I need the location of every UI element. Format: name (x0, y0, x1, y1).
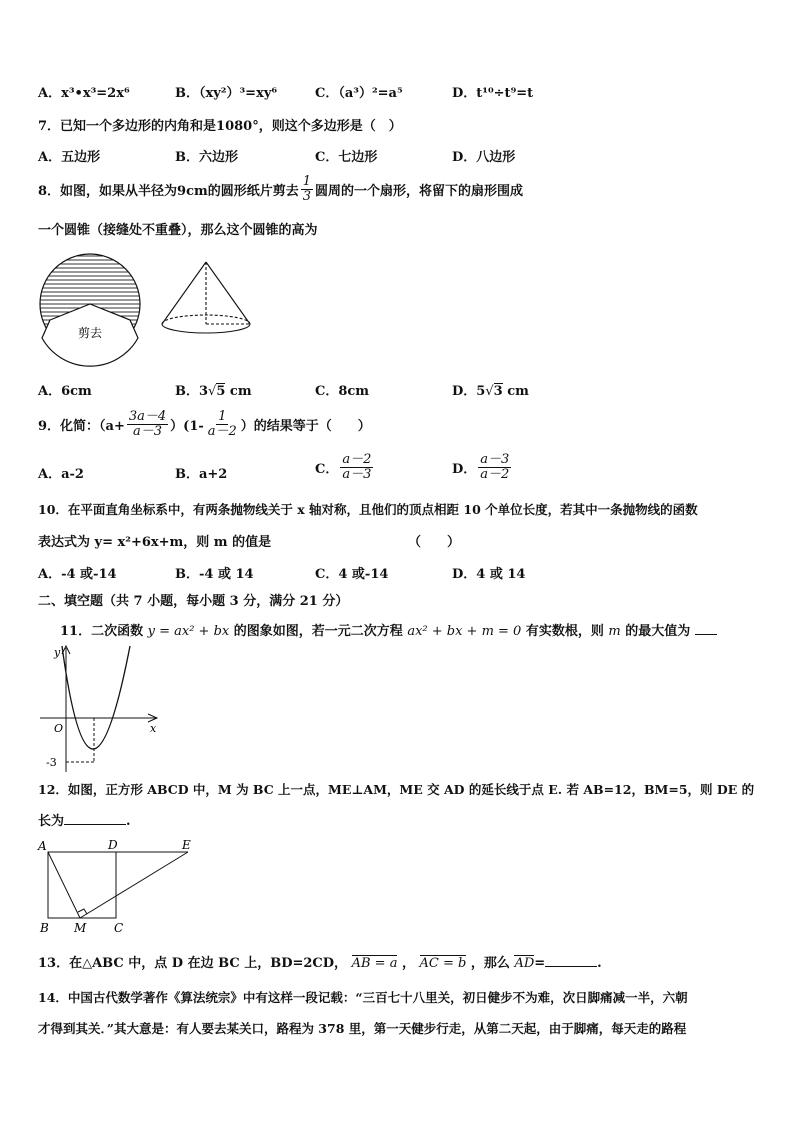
q11-eq3: m (608, 624, 621, 639)
q13-p2: ，那么 (470, 956, 510, 971)
q12-right-angle-mark (78, 909, 87, 914)
q11-stem (60, 620, 717, 639)
q13-stem: 13．在△ABC 中，点 D 在边 BC 上，BD=2CD， AB = a ， AC = b ，那么 AD= . (38, 956, 602, 971)
q14-line2: 才得到其关．”其大意是：有人要去某关口，路程为 378 里，第一天健步行走，从第二天起，由于脚痛，每天走的路程 (38, 1021, 687, 1036)
q10-option-d: D．4 或 14 (452, 567, 526, 582)
q10-option-b: B．-4 或 14 (175, 567, 254, 582)
q11-answer-blank (695, 634, 717, 635)
q9-c-num: a－2 (342, 452, 372, 467)
q9-option-c (315, 453, 375, 482)
q10-paren: （ ） (408, 535, 461, 550)
q12-segment-am (48, 852, 80, 918)
q8-b-unit: cm (229, 384, 252, 399)
q11-x-label: x (150, 722, 157, 735)
q14-line1: 14．中国古代数学著作《算法统宗》中有这样一段记载：“三百七十八里关，初日健步不为难，次日脚痛减一半，六朝 (38, 990, 688, 1005)
q7-stem: 7．已知一个多边形的内角和是1080°，则这个多边形是（ ） (38, 119, 402, 134)
q6-option-b: B．（xy²）³=xy⁶ (175, 86, 278, 101)
q7-option-c: C．七边形 (315, 150, 378, 165)
q8-stem-part2: 圆周的一个扇形，将留下的扇形围成 (315, 184, 524, 199)
q11-graph (38, 642, 168, 774)
q8-figure (38, 252, 268, 370)
q13-p3: = (534, 956, 546, 971)
q8-d-radicand: 3 (493, 384, 503, 399)
q11-p2: 的图象如图，若一元二次方程 (233, 624, 403, 639)
q13-end: . (597, 956, 602, 971)
q12-line1: 12．如图，正方形 ABCD 中，M 为 BC 上一点，ME⊥AM，ME 交 AD 的延长线于点 E. 若 AB=12，BM=5，则 DE 的 (38, 782, 755, 797)
q10-line2: 表达式为 y= x²+6x+m，则 m 的值是 (38, 535, 272, 550)
q8-option-a: A．6cm (38, 384, 92, 399)
q9-c-label: C． (315, 462, 339, 477)
q12-label-m: M (74, 921, 87, 935)
q11-parabola (62, 646, 130, 749)
q8-stem-part1: 8．如图，如果从半径为9cm的圆形纸片剪去 (38, 184, 299, 199)
q11-p3: 有实数根，则 (525, 624, 604, 639)
q12-label-b: B (40, 921, 49, 935)
q13-vector-ab: AB = a (351, 956, 398, 971)
q12-label-d: D (108, 838, 118, 852)
q9-fraction-1-den: a－3 (133, 424, 163, 439)
q9-d-den: a－2 (480, 467, 510, 482)
q9-label: 9．化简：（a+ (38, 419, 125, 434)
q11-eq1: y = ax² + bx (147, 624, 230, 639)
q8-fraction-den: 3 (302, 189, 312, 204)
q8-option-d: D．5√3 cm (452, 384, 529, 399)
q12-figure (36, 836, 206, 936)
q8-d-coef: D．5 (452, 384, 486, 399)
q6-option-c: C．（a³）²=a⁵ (315, 86, 403, 101)
q13-vector-ac: AC = b (419, 956, 467, 971)
q7-option-a: A．五边形 (38, 150, 101, 165)
q9-d-num: a－3 (480, 452, 510, 467)
q6-option-a: A．x³•x³=2x⁶ (38, 86, 130, 101)
q9-d-fraction (478, 453, 511, 482)
q8-b-coef: B．3 (175, 384, 209, 399)
q12-segment-me (80, 852, 188, 918)
q10-option-a: A．-4 或-14 (38, 567, 117, 582)
q9-mid: ）(1- (170, 419, 204, 434)
q9-c-fraction (340, 453, 373, 482)
q10-option-c: C．4 或-14 (315, 567, 389, 582)
q12-line2-text: 长为 (38, 814, 65, 829)
q9-d-label: D． (452, 462, 477, 477)
q6-option-d: D．t¹⁰÷t⁹=t (452, 86, 534, 101)
q11-y-label: y (54, 646, 61, 659)
q13-vector-ad: AD (514, 956, 535, 971)
q9-option-d (452, 453, 513, 482)
q13-p1: 13．在△ABC 中，点 D 在边 BC 上，BD=2CD， (38, 956, 348, 971)
q8-b-radicand: 5 (216, 384, 226, 399)
q9-fraction-1 (127, 410, 168, 439)
q8-cone (162, 262, 250, 333)
q9-c-den: a－3 (342, 467, 372, 482)
q7-option-b: B．六边形 (175, 150, 238, 165)
q9-tail: ）的结果等于（ ） (240, 419, 371, 434)
q12-square (48, 852, 116, 918)
q8-option-c: C．8cm (315, 384, 370, 399)
q9-fraction-2-num: 1 (218, 409, 227, 424)
q9-option-b: B．a+2 (175, 467, 228, 482)
q10-line1: 10．在平面直角坐标系中，有两条抛物线关于 x 轴对称，且他们的顶点相距 10 个单位长度，若其中一条抛物线的函数 (38, 502, 698, 517)
q11-origin-label: O (54, 722, 64, 735)
q11-minus3-label: -3 (46, 756, 57, 769)
q12-label-c: C (114, 921, 124, 935)
q13-answer-blank (545, 966, 597, 967)
q7-option-d: D．八边形 (452, 150, 516, 165)
q8-stem (38, 175, 523, 204)
q12-line2-end: . (126, 814, 131, 829)
q8-stem-line2: 一个圆锥（接缝处不重叠），那么这个圆锥的高为 (38, 223, 318, 238)
q9-option-a: A．a-2 (38, 467, 84, 482)
q8-d-unit: cm (507, 384, 529, 399)
q11-p1: 11．二次函数 (60, 624, 144, 639)
q8-cut-label: 剪去 (78, 326, 103, 340)
q9-fraction-2-den: a－2 (207, 424, 237, 439)
section-2-heading: 二、填空题（共 7 小题，每小题 3 分，满分 21 分） (38, 594, 349, 609)
q11-eq2: ax² + bx + m = 0 (407, 624, 522, 639)
q9-fraction-2 (206, 410, 239, 439)
q11-p4: 的最大值为 (625, 624, 691, 639)
q9-fraction-1-num: 3a－4 (128, 409, 167, 424)
q12-answer-blank (64, 824, 126, 825)
q8-fraction-num: 1 (302, 174, 312, 189)
q8-fraction (301, 175, 313, 204)
q12-label-e: E (182, 838, 191, 852)
q8-option-b: B．3√5 cm (175, 384, 252, 399)
q12-label-a: A (38, 839, 47, 853)
q9-stem (38, 410, 371, 439)
q12-line2 (38, 810, 131, 829)
